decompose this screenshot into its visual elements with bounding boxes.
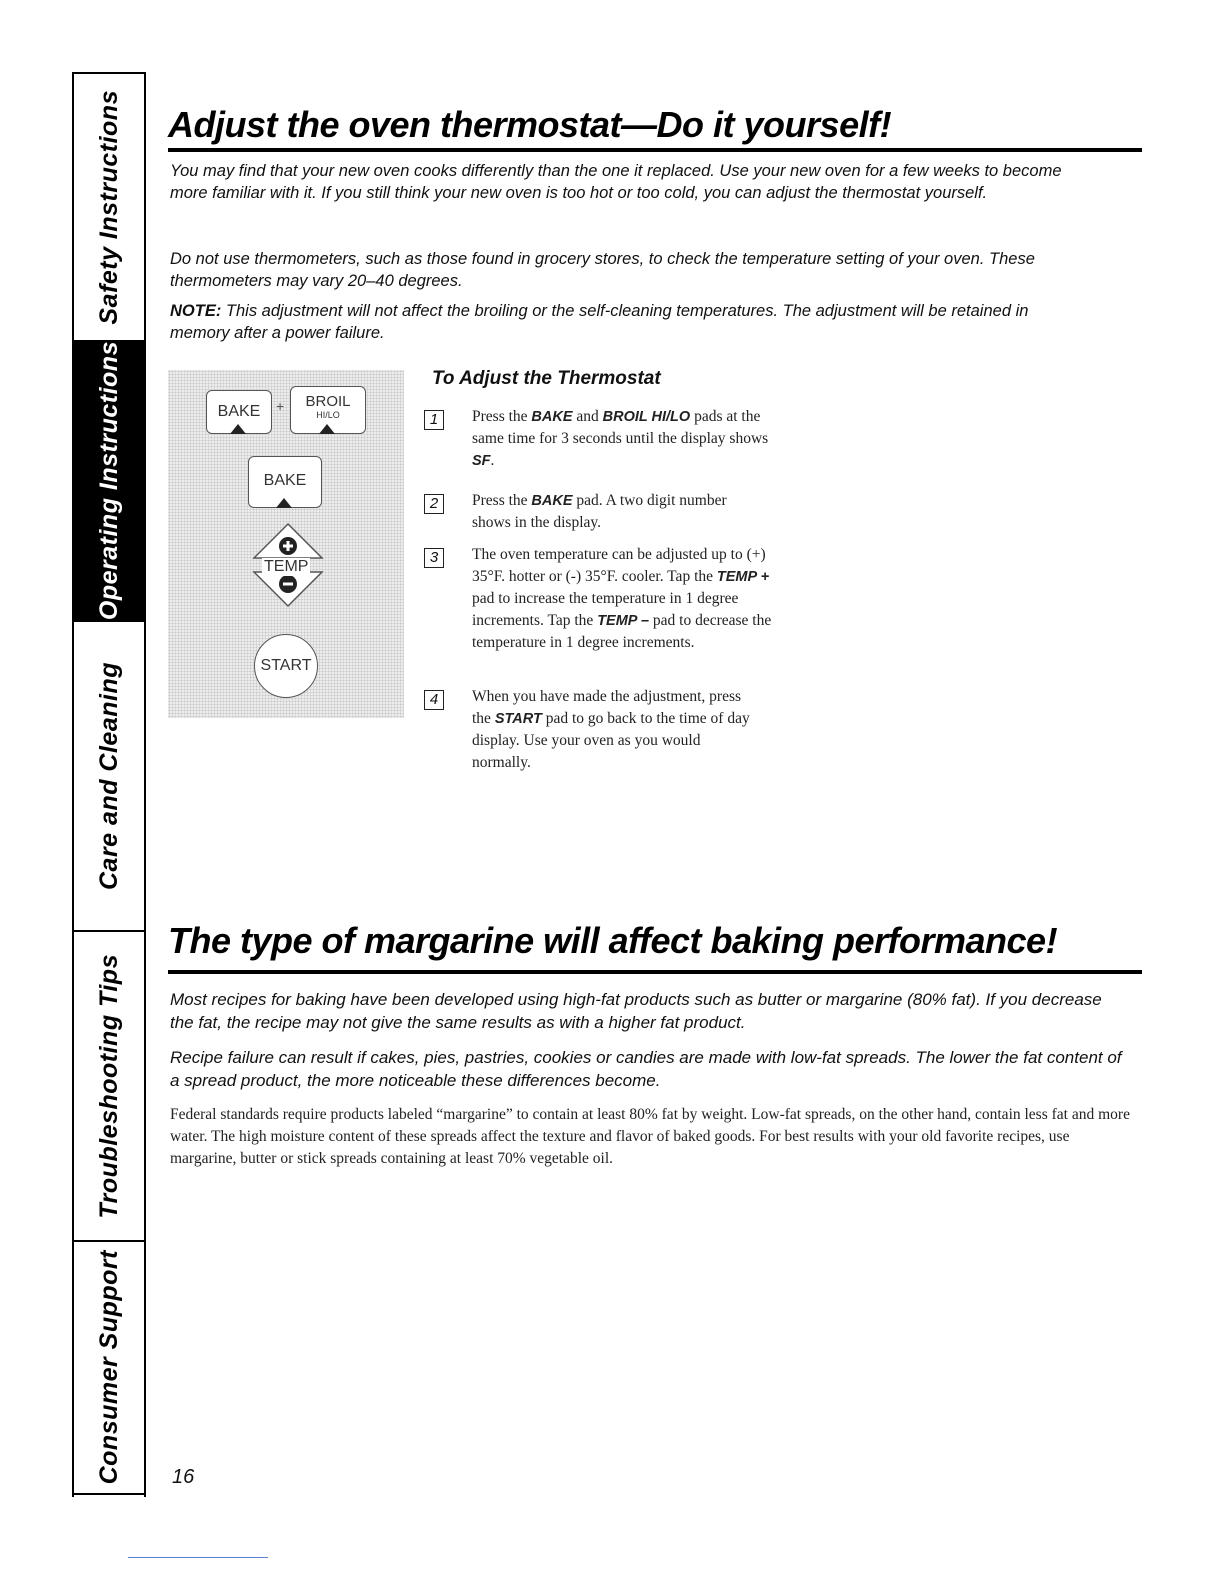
step-text: Press the BAKE and BROIL HI/LO pads at the same time for 3 seconds until the display shows SF. <box>472 408 769 469</box>
step-number: 2 <box>424 494 444 514</box>
tab-safety-instructions[interactable] <box>74 72 144 342</box>
title-rule <box>168 970 1142 974</box>
section-title-thermostat: Adjust the oven thermostat—Do it yourself! <box>168 104 892 145</box>
note-text: This adjustment will not affect the broiling or the self-cleaning temperatures. The adjustment will be retained in memory after a power failure. <box>170 302 1029 342</box>
thermometer-warning: Do not use thermometers, such as those found in grocery stores, to check the temperature setting of your oven. These thermometers may vary 20–40 degrees. <box>170 250 1035 290</box>
start-key-illustration <box>254 634 318 698</box>
arrow-icon <box>319 424 335 434</box>
step-text: The oven temperature can be adjusted up to (+) 35°F. hotter or (-) 35°F. cooler. Tap the TEMP + pad to increase the temperature in 1 degree increments. Tap the TEMP – pad to decrease the temperature in 1 degree increments. <box>472 546 772 651</box>
plus-sign: + <box>276 398 285 414</box>
start-key-label: START <box>260 657 312 674</box>
note-label: NOTE: <box>170 302 222 320</box>
section-tabs <box>72 72 146 1497</box>
arrow-icon <box>230 424 246 434</box>
hilo-label: HI/LO <box>316 410 340 420</box>
tab-operating-instructions[interactable] <box>74 342 144 622</box>
tab-label: Consumer Support <box>94 1250 123 1485</box>
arrow-icon <box>276 498 292 508</box>
tab-consumer-support[interactable] <box>74 1242 144 1495</box>
section-title-margarine: The type of margarine will affect baking performance! <box>168 920 1058 961</box>
margarine-paragraph-2: Recipe failure can result if cakes, pies, pastries, cookies or candies are made with low-fat spreads. The lower the fat content of a spread product, the more noticeable these differences become. <box>170 1048 1122 1090</box>
page-number: 16 <box>172 1466 195 1488</box>
tab-label: Operating Instructions <box>94 341 123 621</box>
margarine-paragraph-1: Most recipes for baking have been developed using high-fat products such as butter or margarine (80% fat). If you decrease the fat, the recipe may not give the same results as with a higher fat product. <box>170 990 1102 1032</box>
step-number: 1 <box>424 410 444 430</box>
bake-key-label: BAKE <box>217 403 261 420</box>
broil-key-label: BROIL <box>305 393 351 410</box>
bake-key-label: BAKE <box>263 472 307 489</box>
tab-care-and-cleaning[interactable] <box>74 622 144 932</box>
tab-troubleshooting-tips[interactable] <box>74 932 144 1242</box>
tab-label: Safety Instructions <box>94 89 123 325</box>
control-panel-illustration <box>168 370 404 718</box>
step-number: 3 <box>424 548 444 568</box>
margarine-body-text: Federal standards require products labeled “margarine” to contain at least 80% fat by weight. Low-fat spreads, on the other hand, contain less fat and more water. The high moisture content of these spreads affect the texture and flavor of baked goods. For best results with your old favorite recipes, use margarine, butter or stick spreads containing at least 70% vegetable oil. <box>170 1106 1130 1167</box>
title-rule <box>168 148 1142 152</box>
tab-label: Troubleshooting Tips <box>94 953 123 1219</box>
footer-line <box>128 1557 268 1558</box>
note-paragraph <box>170 300 1070 344</box>
temp-label: TEMP <box>264 558 309 575</box>
step-text: When you have made the adjustment, press the START pad to go back to the time of day display. Use your oven as you would normally. <box>472 688 750 771</box>
step-text: Press the BAKE pad. A two digit number shows in the display. <box>472 492 727 531</box>
procedure-title: To Adjust the Thermostat <box>432 368 661 389</box>
intro-paragraph: You may find that your new oven cooks differently than the one it replaced. Use your new oven for a few weeks to become more familiar with it. If you still think your new oven is too hot or too cold, you can adjust the thermostat yourself. <box>170 162 1062 202</box>
step-number: 4 <box>424 690 444 710</box>
tab-label: Care and Cleaning <box>94 662 123 890</box>
